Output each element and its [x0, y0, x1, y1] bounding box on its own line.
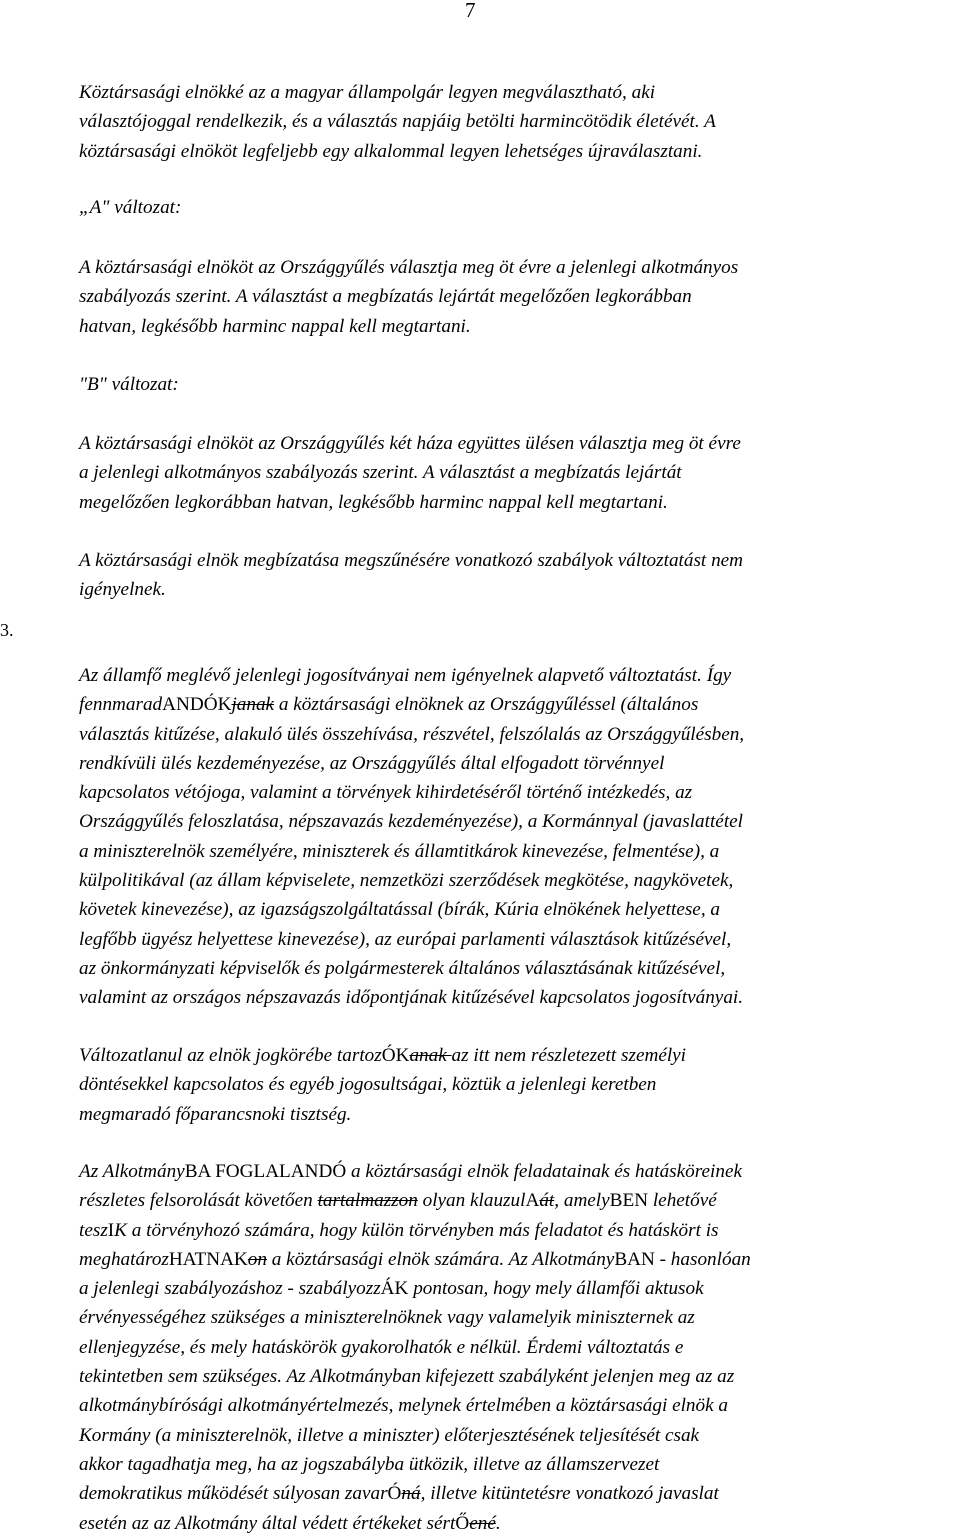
text-run: részletes felsorolását követően: [79, 1190, 318, 1212]
text-run: , illetve kitüntetésre vonatkozó javaslat: [420, 1483, 719, 1505]
text-run: K a törvényhozó számára, hogy külön törvényben más feladatot és hatáskört is: [114, 1219, 719, 1241]
text-line: ellenjegyzése, és mely hatáskörök gyakorolhatók e nélkül. Érdemi változtatás e: [79, 1336, 684, 1358]
text-line: A köztársasági elnököt az Országgyűlés választja meg öt évre a jelenlegi alkotmányos: [79, 257, 739, 278]
deleted-text: át: [539, 1190, 555, 1212]
text-run: a köztársasági elnöknek az Országgyűléssel (általános: [274, 694, 699, 716]
text-line: rendkívüli ülés kezdeményezése, az Országgyűlés által elfogadott törvénnyel: [79, 752, 665, 774]
text-line: választójoggal rendelkezik, és a választás napjáig betölti harmincötödik életévét. A: [79, 111, 716, 133]
inserted-text: ÁK: [380, 1278, 409, 1300]
text-line: szabályozás szerint. A választást a megbízatás lejártát megelőzően legkorábban: [79, 286, 692, 308]
text-line: hatvan, legkésőbb harminc nappal kell megtartani.: [79, 315, 471, 337]
text-line: köztársasági elnököt legfeljebb egy alkalommal legyen lehetséges újraválasztani.: [79, 140, 703, 162]
inserted-text: BA FOGLALANDÓ: [184, 1161, 347, 1182]
inserted-text: HATNAK: [168, 1248, 248, 1270]
eligibility-paragraph: [79, 78, 959, 166]
deleted-text: tartalmazzon: [317, 1190, 418, 1212]
page-number: 7: [465, 0, 476, 22]
text-run: Változatlanul az elnök jogkörébe tartoz: [79, 1045, 382, 1066]
deleted-text: on: [247, 1248, 267, 1270]
deleted-text: janak: [231, 694, 275, 716]
text-line: külpolitikával (az állam képviselete, nemzetközi szerződések megkötése, nagykövetek,: [79, 870, 734, 892]
inserted-text: Ő: [455, 1512, 470, 1534]
text-line: követek kinevezése), az igazságszolgáltatással (bírák, Kúria elnökének helyettese, a: [79, 899, 721, 921]
text-run: a köztársasági elnök számára. Az Alkotmány: [266, 1248, 615, 1270]
text-run: Az Alkotmány: [79, 1161, 185, 1182]
deleted-text: ná: [401, 1483, 421, 1505]
inserted-text: I: [107, 1219, 115, 1241]
text-run: - hasonlóan: [654, 1248, 751, 1270]
inserted-text: Ó: [387, 1483, 402, 1505]
text-run: .: [495, 1512, 501, 1534]
deleted-text: anak: [409, 1045, 452, 1066]
text-run: meghatároz: [79, 1248, 169, 1270]
text-line: megelőzően legkorábban hatvan, legkésőbb harminc nappal kell megtartani.: [79, 491, 668, 513]
text-run: a jelenlegi szabályozáshoz - szabályozz: [79, 1278, 381, 1300]
text-line: választás kitűzése, alakuló ülés összehívása, részvétel, felszólalás az Országgyűlésben,: [79, 723, 745, 745]
text-run: tesz: [79, 1219, 108, 1241]
text-line: A köztársasági elnököt az Országgyűlés két háza együttes ülésen választja meg öt évre: [79, 433, 741, 454]
text-run: az itt nem részletezett személyi: [451, 1045, 687, 1066]
inserted-text: A: [525, 1190, 540, 1212]
section-number: 3.: [0, 620, 14, 640]
variant-b-heading: "B" változat:: [79, 374, 179, 395]
text-line: döntésekkel kapcsolatos és egyéb jogosultságai, köztük a jelenlegi keretben: [79, 1074, 657, 1096]
text-line: kapcsolatos vétójoga, valamint a törvények kihirdetéséről történő intézkedés, az: [79, 782, 693, 804]
text-run: fennmarad: [79, 694, 163, 716]
inserted-text: ANDÓK: [162, 694, 232, 716]
text-run: olyan klauzul: [417, 1190, 526, 1212]
powers-paragraph: [79, 661, 959, 1013]
text-line: alkotmánybírósági alkotmányértelmezés, melynek értelmében a köztársasági elnök a: [79, 1395, 729, 1417]
inserted-text: ÓK: [381, 1045, 410, 1066]
text-line: az önkormányzati képviselők és polgármesterek általános választásának kitűzésével,: [79, 957, 726, 979]
variant-a-paragraph: [79, 253, 959, 341]
text-run: a köztársasági elnök feladatainak és hatásköreinek: [346, 1161, 742, 1182]
text-line: legfőbb ügyész helyettese kinevezése), az európai parlamenti választások kitűzésével,: [79, 928, 732, 950]
inserted-text: BAN: [614, 1248, 655, 1270]
text-line: Országgyűlés feloszlatása, népszavazás kezdeményezése), a Kormánnyal (javaslattétel: [79, 811, 743, 833]
text-run: demokratikus működését súlyosan zavar: [79, 1483, 388, 1505]
inserted-text: BEN: [609, 1190, 649, 1212]
variant-a-heading: „A" változat:: [79, 197, 182, 218]
variant-b-paragraph: [79, 429, 959, 517]
text-line: a jelenlegi alkotmányos szabályozás szerint. A választást a megbízatás lejártát: [79, 462, 682, 484]
text-line: a miniszterelnök személyére, miniszterek és államtitkárok kinevezése, felmentése), a: [79, 840, 720, 862]
text-line: akkor tagadhatja meg, ha az jogszabályba ütközik, illetve az államszervezet: [79, 1453, 660, 1475]
text-run: lehetővé: [648, 1190, 717, 1212]
text-line: Köztársasági elnökké az a magyar állampolgár legyen megválasztható, aki: [79, 82, 656, 103]
text-line: igényelnek.: [79, 579, 166, 601]
unchanged-powers-paragraph: [79, 1041, 959, 1129]
constitution-paragraph: [79, 1157, 959, 1538]
text-run: pontosan, hogy mely államfői aktusok: [408, 1278, 704, 1300]
text-line: valamint az országos népszavazás időpontjának kitűzésével kapcsolatos jogosítványai.: [79, 987, 744, 1009]
mandate-paragraph: [79, 546, 959, 605]
deleted-text: ené: [469, 1512, 496, 1534]
text-line: Kormány (a miniszterelnök, illetve a miniszter) előterjesztésének teljesítését csak: [79, 1424, 700, 1446]
text-run: , amely: [554, 1190, 610, 1212]
text-line: Az államfő meglévő jelenlegi jogosítványai nem igényelnek alapvető változtatást. Így: [79, 665, 732, 686]
text-line: érvényességéhez szükséges a miniszterelnöknek vagy valamelyik miniszternek az: [79, 1307, 695, 1329]
text-line: tekintetben sem szükséges. Az Alkotmányban kifejezett szabályként jelenjen meg az az: [79, 1366, 735, 1388]
text-line: A köztársasági elnök megbízatása megszűnésére vonatkozó szabályok változtatást nem: [79, 550, 744, 571]
text-line: megmaradó főparancsnoki tisztség.: [79, 1103, 352, 1125]
text-run: esetén az az Alkotmány által védett értékeket sért: [79, 1512, 456, 1534]
